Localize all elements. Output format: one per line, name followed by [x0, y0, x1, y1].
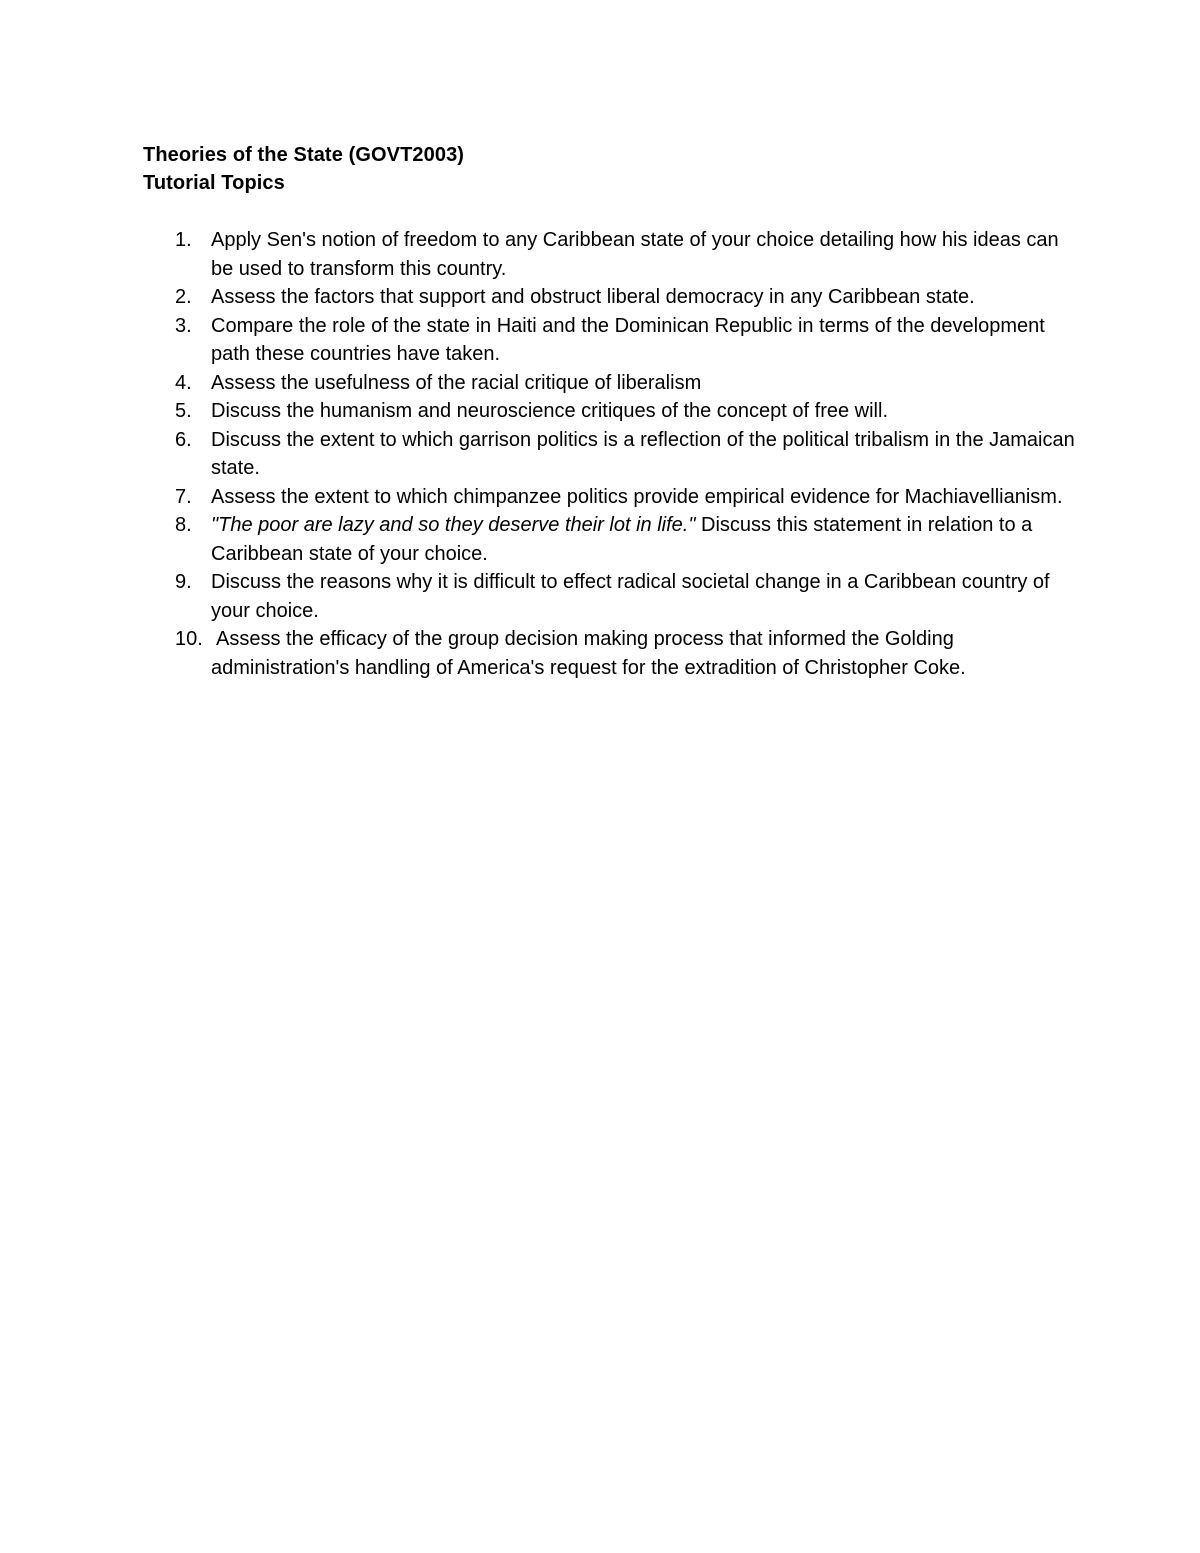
- list-item-number: 5.: [175, 400, 192, 422]
- list-item-text: Assess the factors that support and obstruct liberal democracy in any Caribbean state.: [211, 286, 975, 308]
- list-item: [0, 312, 1200, 369]
- list-item-text: Discuss the extent to which garrison politics is a reflection of the political tribalism in the Jamaican state.: [211, 428, 1075, 479]
- list-item-text: Discuss the reasons why it is difficult to effect radical societal change in a Caribbean country of your choice.: [211, 571, 1050, 622]
- document-header: [143, 141, 464, 197]
- list-item-text: Assess the efficacy of the group decision making process that informed the Golding administration's handling of America's request for the extradition of Christopher Coke.: [211, 628, 966, 679]
- document-subtitle: Tutorial Topics: [143, 172, 285, 194]
- list-item-number: 4.: [175, 371, 192, 394]
- list-item-text: Discuss this statement in relation to a Caribbean state of your choice.: [211, 514, 1033, 565]
- list-item: [0, 511, 1200, 568]
- list-item-quote: "The poor are lazy and so they deserve their lot in life.": [211, 514, 696, 536]
- list-item: [0, 226, 1200, 283]
- list-item: [0, 397, 1200, 426]
- list-item-text: Discuss the humanism and neuroscience critiques of the concept of free will.: [211, 400, 889, 422]
- list-item-number: 2.: [175, 286, 192, 308]
- list-item: [0, 568, 1200, 625]
- list-item-text: Compare the role of the state in Haiti and the Dominican Republic in terms of the development path these countries have taken.: [211, 314, 1045, 365]
- list-item: [0, 369, 1200, 398]
- tutorial-topics-list: [0, 226, 1200, 682]
- list-item: [0, 625, 1200, 682]
- list-item-number: 7.: [175, 485, 192, 508]
- list-item: [0, 283, 1200, 312]
- list-item-number: 8.: [175, 514, 192, 536]
- list-item-text: Assess the usefulness of the racial critique of liberalism: [211, 371, 702, 394]
- list-item-number: 1.: [175, 229, 192, 251]
- list-item: [0, 426, 1200, 483]
- list-item: [0, 483, 1200, 512]
- list-item-text-wrapper: [211, 511, 1080, 568]
- list-item-text: Apply Sen's notion of freedom to any Caribbean state of your choice detailing how his ideas can be used to transform this country.: [211, 229, 1059, 280]
- document-title: Theories of the State (GOVT2003): [143, 144, 465, 166]
- list-item-text: Assess the extent to which chimpanzee politics provide empirical evidence for Machiavellianism.: [211, 485, 1063, 508]
- list-item-number: 3.: [175, 314, 192, 337]
- list-item-number: 6.: [175, 428, 192, 451]
- list-item-number: 9.: [175, 571, 192, 593]
- list-item-number: 10.: [175, 628, 203, 650]
